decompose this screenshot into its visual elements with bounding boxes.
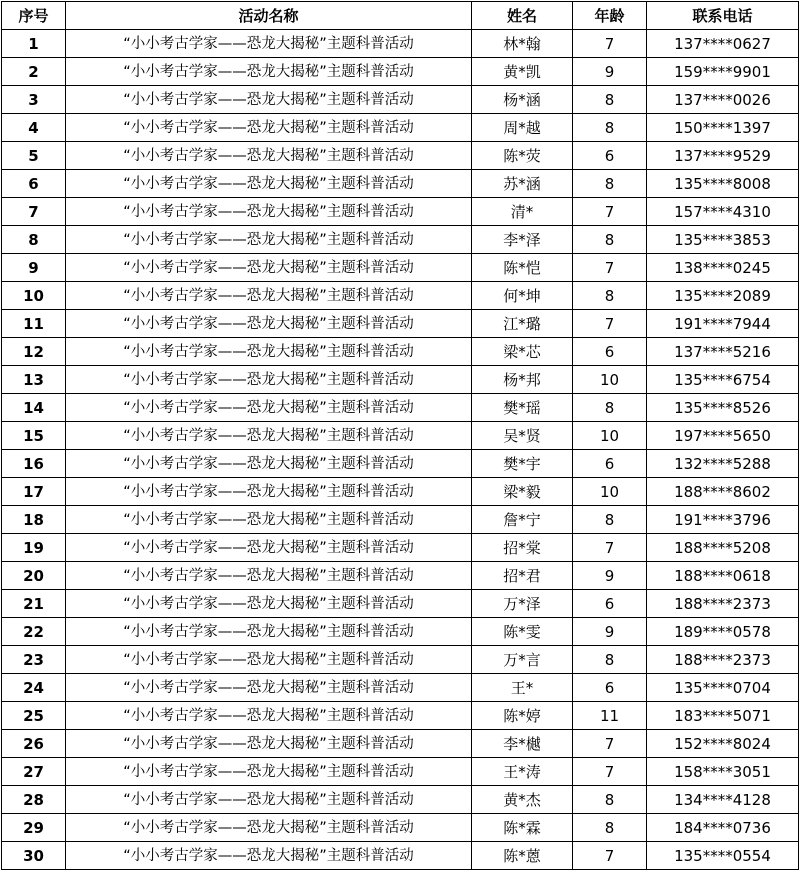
cell-index: 3 [2, 86, 66, 114]
cell-age: 7 [573, 310, 647, 338]
cell-name: 黄*凯 [472, 58, 573, 86]
cell-activity: “小小考古学家——恐龙大揭秘”主题科普活动 [66, 618, 472, 646]
cell-activity: “小小考古学家——恐龙大揭秘”主题科普活动 [66, 450, 472, 478]
table-row [2, 702, 799, 730]
table-row [2, 758, 799, 786]
cell-phone: 137****9529 [647, 142, 799, 170]
cell-activity: “小小考古学家——恐龙大揭秘”主题科普活动 [66, 646, 472, 674]
cell-name: 樊*宇 [472, 450, 573, 478]
cell-activity: “小小考古学家——恐龙大揭秘”主题科普活动 [66, 814, 472, 842]
cell-phone: 188****0618 [647, 562, 799, 590]
cell-phone: 135****8008 [647, 170, 799, 198]
cell-index: 10 [2, 282, 66, 310]
cell-age: 8 [573, 394, 647, 422]
cell-index: 6 [2, 170, 66, 198]
cell-name: 李*泽 [472, 226, 573, 254]
cell-activity: “小小考古学家——恐龙大揭秘”主题科普活动 [66, 170, 472, 198]
cell-name: 王*涛 [472, 758, 573, 786]
cell-name: 王* [472, 674, 573, 702]
table-row [2, 30, 799, 58]
cell-name: 陈*霖 [472, 814, 573, 842]
cell-name: 樊*瑶 [472, 394, 573, 422]
cell-index: 8 [2, 226, 66, 254]
cell-name: 杨*涵 [472, 86, 573, 114]
cell-index: 21 [2, 590, 66, 618]
cell-phone: 137****0026 [647, 86, 799, 114]
table-row [2, 394, 799, 422]
cell-name: 杨*邦 [472, 366, 573, 394]
cell-age: 7 [573, 842, 647, 870]
table-row [2, 422, 799, 450]
cell-age: 9 [573, 562, 647, 590]
cell-age: 6 [573, 674, 647, 702]
cell-activity: “小小考古学家——恐龙大揭秘”主题科普活动 [66, 310, 472, 338]
cell-index: 1 [2, 30, 66, 58]
cell-name: 招*君 [472, 562, 573, 590]
table-row [2, 338, 799, 366]
cell-age: 10 [573, 478, 647, 506]
table-row [2, 58, 799, 86]
table-body [2, 30, 799, 870]
cell-age: 7 [573, 758, 647, 786]
cell-activity: “小小考古学家——恐龙大揭秘”主题科普活动 [66, 786, 472, 814]
table-row [2, 842, 799, 870]
cell-name: 万*泽 [472, 590, 573, 618]
cell-activity: “小小考古学家——恐龙大揭秘”主题科普活动 [66, 562, 472, 590]
cell-name: 陈*荧 [472, 142, 573, 170]
cell-phone: 157****4310 [647, 198, 799, 226]
table-row [2, 646, 799, 674]
cell-age: 8 [573, 86, 647, 114]
cell-name: 陈*婷 [472, 702, 573, 730]
table-row [2, 506, 799, 534]
cell-age: 7 [573, 30, 647, 58]
header-row [2, 2, 799, 30]
participant-table [1, 1, 799, 870]
cell-age: 6 [573, 338, 647, 366]
cell-phone: 191****3796 [647, 506, 799, 534]
cell-name: 陈*雯 [472, 618, 573, 646]
cell-age: 8 [573, 506, 647, 534]
cell-index: 30 [2, 842, 66, 870]
table-row [2, 114, 799, 142]
cell-phone: 137****5216 [647, 338, 799, 366]
cell-phone: 191****7944 [647, 310, 799, 338]
cell-activity: “小小考古学家——恐龙大揭秘”主题科普活动 [66, 282, 472, 310]
cell-activity: “小小考古学家——恐龙大揭秘”主题科普活动 [66, 254, 472, 282]
table-row [2, 366, 799, 394]
cell-age: 7 [573, 730, 647, 758]
cell-activity: “小小考古学家——恐龙大揭秘”主题科普活动 [66, 338, 472, 366]
cell-age: 6 [573, 450, 647, 478]
cell-activity: “小小考古学家——恐龙大揭秘”主题科普活动 [66, 226, 472, 254]
cell-phone: 135****8526 [647, 394, 799, 422]
cell-phone: 135****3853 [647, 226, 799, 254]
cell-phone: 189****0578 [647, 618, 799, 646]
cell-age: 8 [573, 226, 647, 254]
cell-name: 清* [472, 198, 573, 226]
cell-age: 8 [573, 814, 647, 842]
cell-activity: “小小考古学家——恐龙大揭秘”主题科普活动 [66, 86, 472, 114]
cell-activity: “小小考古学家——恐龙大揭秘”主题科普活动 [66, 366, 472, 394]
table-row [2, 170, 799, 198]
cell-name: 江*璐 [472, 310, 573, 338]
table-row [2, 282, 799, 310]
cell-age: 8 [573, 170, 647, 198]
table-row [2, 450, 799, 478]
cell-phone: 150****1397 [647, 114, 799, 142]
cell-index: 7 [2, 198, 66, 226]
header-activity: 活动名称 [66, 2, 472, 30]
cell-activity: “小小考古学家——恐龙大揭秘”主题科普活动 [66, 114, 472, 142]
cell-activity: “小小考古学家——恐龙大揭秘”主题科普活动 [66, 478, 472, 506]
cell-index: 26 [2, 730, 66, 758]
cell-activity: “小小考古学家——恐龙大揭秘”主题科普活动 [66, 842, 472, 870]
cell-phone: 135****0554 [647, 842, 799, 870]
cell-index: 2 [2, 58, 66, 86]
cell-name: 李*樾 [472, 730, 573, 758]
cell-name: 何*坤 [472, 282, 573, 310]
table-row [2, 618, 799, 646]
table-row [2, 478, 799, 506]
cell-phone: 188****5208 [647, 534, 799, 562]
cell-name: 詹*宁 [472, 506, 573, 534]
table-row [2, 534, 799, 562]
cell-name: 万*言 [472, 646, 573, 674]
cell-index: 16 [2, 450, 66, 478]
table-row [2, 226, 799, 254]
cell-index: 27 [2, 758, 66, 786]
cell-index: 12 [2, 338, 66, 366]
cell-name: 吴*贤 [472, 422, 573, 450]
cell-phone: 135****2089 [647, 282, 799, 310]
cell-phone: 188****2373 [647, 646, 799, 674]
cell-index: 29 [2, 814, 66, 842]
cell-age: 7 [573, 198, 647, 226]
cell-activity: “小小考古学家——恐龙大揭秘”主题科普活动 [66, 674, 472, 702]
cell-phone: 137****0627 [647, 30, 799, 58]
cell-phone: 197****5650 [647, 422, 799, 450]
cell-name: 黄*杰 [472, 786, 573, 814]
header-name: 姓名 [472, 2, 573, 30]
cell-age: 8 [573, 114, 647, 142]
cell-phone: 188****8602 [647, 478, 799, 506]
header-index: 序号 [2, 2, 66, 30]
cell-name: 梁*毅 [472, 478, 573, 506]
cell-phone: 158****3051 [647, 758, 799, 786]
cell-phone: 188****2373 [647, 590, 799, 618]
cell-index: 11 [2, 310, 66, 338]
cell-activity: “小小考古学家——恐龙大揭秘”主题科普活动 [66, 30, 472, 58]
cell-age: 9 [573, 58, 647, 86]
cell-index: 13 [2, 366, 66, 394]
cell-phone: 135****0704 [647, 674, 799, 702]
cell-index: 22 [2, 618, 66, 646]
cell-index: 28 [2, 786, 66, 814]
table-row [2, 142, 799, 170]
cell-activity: “小小考古学家——恐龙大揭秘”主题科普活动 [66, 758, 472, 786]
table-row [2, 198, 799, 226]
cell-age: 7 [573, 254, 647, 282]
cell-index: 17 [2, 478, 66, 506]
table-row [2, 254, 799, 282]
cell-name: 周*越 [472, 114, 573, 142]
cell-phone: 152****8024 [647, 730, 799, 758]
cell-index: 25 [2, 702, 66, 730]
cell-activity: “小小考古学家——恐龙大揭秘”主题科普活动 [66, 506, 472, 534]
cell-name: 林*翰 [472, 30, 573, 58]
table-row [2, 590, 799, 618]
cell-age: 8 [573, 786, 647, 814]
cell-activity: “小小考古学家——恐龙大揭秘”主题科普活动 [66, 198, 472, 226]
cell-activity: “小小考古学家——恐龙大揭秘”主题科普活动 [66, 534, 472, 562]
cell-age: 6 [573, 142, 647, 170]
cell-name: 陈*恺 [472, 254, 573, 282]
cell-activity: “小小考古学家——恐龙大揭秘”主题科普活动 [66, 730, 472, 758]
table-row [2, 786, 799, 814]
cell-index: 14 [2, 394, 66, 422]
cell-name: 陈*蒽 [472, 842, 573, 870]
cell-index: 9 [2, 254, 66, 282]
cell-phone: 159****9901 [647, 58, 799, 86]
cell-age: 8 [573, 282, 647, 310]
table-row [2, 562, 799, 590]
cell-index: 24 [2, 674, 66, 702]
cell-age: 6 [573, 590, 647, 618]
cell-phone: 135****6754 [647, 366, 799, 394]
cell-phone: 184****0736 [647, 814, 799, 842]
cell-age: 10 [573, 366, 647, 394]
cell-index: 23 [2, 646, 66, 674]
cell-activity: “小小考古学家——恐龙大揭秘”主题科普活动 [66, 394, 472, 422]
cell-activity: “小小考古学家——恐龙大揭秘”主题科普活动 [66, 590, 472, 618]
cell-name: 苏*涵 [472, 170, 573, 198]
cell-index: 18 [2, 506, 66, 534]
header-phone: 联系电话 [647, 2, 799, 30]
cell-phone: 132****5288 [647, 450, 799, 478]
table-row [2, 86, 799, 114]
cell-name: 梁*芯 [472, 338, 573, 366]
cell-index: 4 [2, 114, 66, 142]
cell-activity: “小小考古学家——恐龙大揭秘”主题科普活动 [66, 58, 472, 86]
cell-age: 9 [573, 618, 647, 646]
table-row [2, 814, 799, 842]
cell-index: 15 [2, 422, 66, 450]
table-row [2, 310, 799, 338]
cell-age: 10 [573, 422, 647, 450]
cell-age: 11 [573, 702, 647, 730]
header-age: 年龄 [573, 2, 647, 30]
cell-activity: “小小考古学家——恐龙大揭秘”主题科普活动 [66, 422, 472, 450]
table-row [2, 730, 799, 758]
cell-phone: 134****4128 [647, 786, 799, 814]
cell-index: 5 [2, 142, 66, 170]
cell-index: 20 [2, 562, 66, 590]
cell-age: 7 [573, 534, 647, 562]
cell-phone: 183****5071 [647, 702, 799, 730]
cell-age: 8 [573, 646, 647, 674]
cell-index: 19 [2, 534, 66, 562]
cell-phone: 138****0245 [647, 254, 799, 282]
table-row [2, 674, 799, 702]
cell-activity: “小小考古学家——恐龙大揭秘”主题科普活动 [66, 142, 472, 170]
cell-activity: “小小考古学家——恐龙大揭秘”主题科普活动 [66, 702, 472, 730]
cell-name: 招*棠 [472, 534, 573, 562]
